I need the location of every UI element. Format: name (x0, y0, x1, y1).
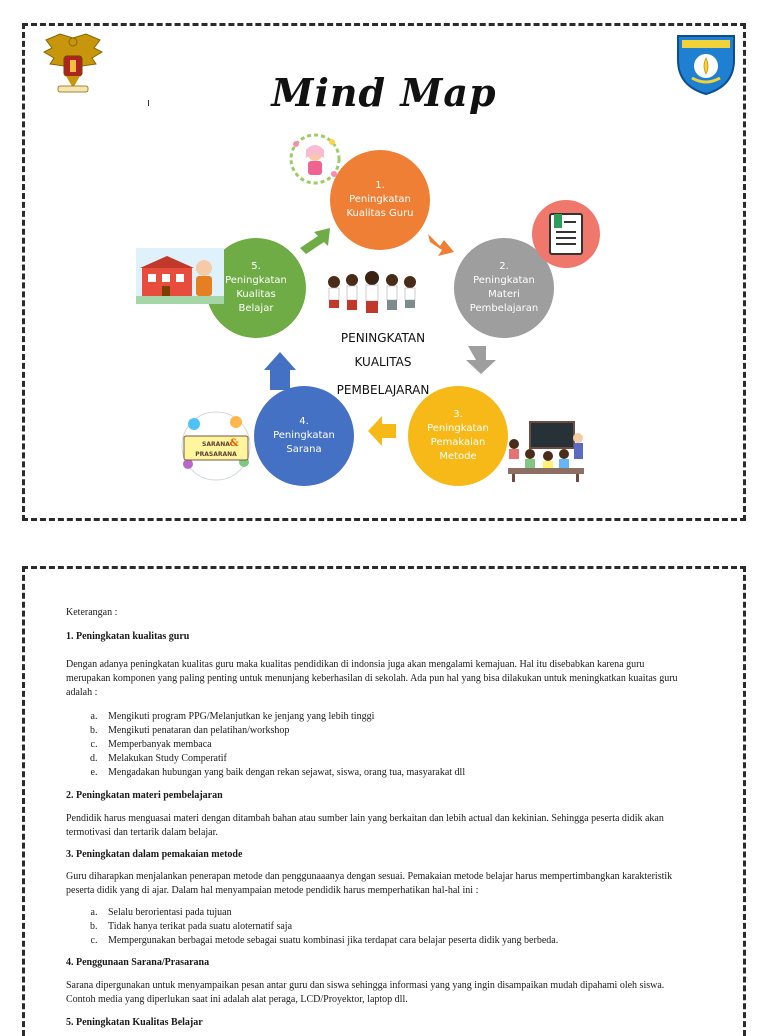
center-title-line-3: PEMBELAJARAN (336, 383, 430, 397)
page-title: Mind Map (271, 70, 497, 115)
section-2-heading: 2. Peningkatan materi pembelajaran (66, 790, 223, 801)
node-kualitas-guru: 1. Peningkatan Kualitas Guru (330, 150, 430, 250)
sarana-prasarana-illustration (174, 406, 258, 482)
list-item: b. Tidak hanya terikat pada suatu aloternatif saja (100, 920, 686, 934)
list-item: d. Melakukan Study Comperatif (100, 752, 686, 766)
center-title-line-1: PENINGKATAN (340, 331, 426, 345)
section-3-body: Guru diharapkan menjalankan penerapan metode dan penggunaaanya dengan sesuai. Pemakaian metode belajar harus mempertimbangkan karakteristik peserta didik yang di ajar. Dalam hal menyampaian metode pendidik harus memperhatikan hal-hal ini : (66, 871, 673, 896)
node-kualitas-belajar: 5. Peningkatan Kualitas Belajar (206, 238, 306, 338)
section-3-list (66, 906, 686, 948)
sarana-sign-line-2: PRASARANA (195, 451, 237, 458)
list-item: a. Mengikuti program PPG/Melanjutkan ke jenjang yang lebih tinggi (100, 710, 686, 724)
sarana-sign-ampersand: & (229, 438, 239, 449)
doc-intro: Keterangan : (66, 607, 118, 618)
section-2-body: Pendidik harus menguasai materi dengan ditambah bahan atau sumber lain yang berkaitan dan lebih actual dan kekinian. Sehingga peserta didik akan termotivasi dan tertarik dalam belajar. (66, 813, 664, 838)
list-item: c. Memperbanyak membaca (100, 738, 686, 752)
teacher-wreath-illustration (286, 130, 344, 188)
school-building-illustration (136, 248, 224, 304)
section-4-body: Sarana dipergunakan untuk menyampaikan pesan antar guru dan siswa sehingga informasi yang yang ingin disampaikan mudah dipahami oleh siswa. Contoh media yang diperlukan saat ini adalah alat peraga, LCD/Proyektor, laptop dll. (66, 980, 665, 1005)
arrow-2-to-3-icon (466, 346, 496, 374)
classroom-illustration (504, 418, 588, 484)
arrow-3-to-4-icon (368, 416, 396, 446)
explanation-document (66, 606, 686, 1030)
node-materi-pembelajaran: 2. Peningkatan Materi Pembelajaran (454, 238, 554, 338)
sarana-sign-line-1: SARANA (202, 441, 230, 448)
node-sarana: 4. Peningkatan Sarana (254, 386, 354, 486)
arrow-4-to-5-icon (264, 352, 296, 390)
material-book-icon (530, 198, 602, 270)
list-item: b. Mengikuti penataran dan pelatihan/workshop (100, 724, 686, 738)
list-item: c. Mempergunakan berbagai metode sebagai suatu kombinasi jika terdapat cara belajar peserta didik yang berbeda. (100, 934, 686, 948)
section-1-list (66, 710, 686, 780)
node-pemakaian-metode: 3. Peningkatan Pemakaian Metode (408, 386, 508, 486)
section-1-heading: 1. Peningkatan kualitas guru (66, 631, 190, 642)
section-4-heading: 4. Penggunaan Sarana/Prasarana (66, 957, 210, 968)
arrow-1-to-2-icon (428, 234, 454, 256)
center-title-line-2: KUALITAS (354, 355, 412, 369)
list-item: e. Mengadakan hubungan yang baik dengan rekan sejawat, siswa, orang tua, masyarakat dll (100, 766, 686, 780)
center-title (310, 326, 456, 402)
list-item: a. Selalu berorientasi pada tujuan (100, 906, 686, 920)
section-3-heading: 3. Peningkatan dalam pemakaian metode (66, 849, 243, 860)
section-1-body: Dengan adanya peningkatan kualitas guru maka kualitas pendidikan di indonsia juga akan mengalami kemajuan. Hal itu disebabkan karena guru merupakan komponen yang paling penting untuk menunjang keberhasilan di sekolah. Ada pun hal yang bisa dilakukan untuk meningkatkan kuaitas guru adalah : (66, 659, 678, 698)
students-illustration (322, 268, 422, 320)
arrow-5-to-1-icon (300, 228, 330, 254)
section-5-heading: 5. Peningkatan Kualitas Belajar (66, 1017, 203, 1028)
